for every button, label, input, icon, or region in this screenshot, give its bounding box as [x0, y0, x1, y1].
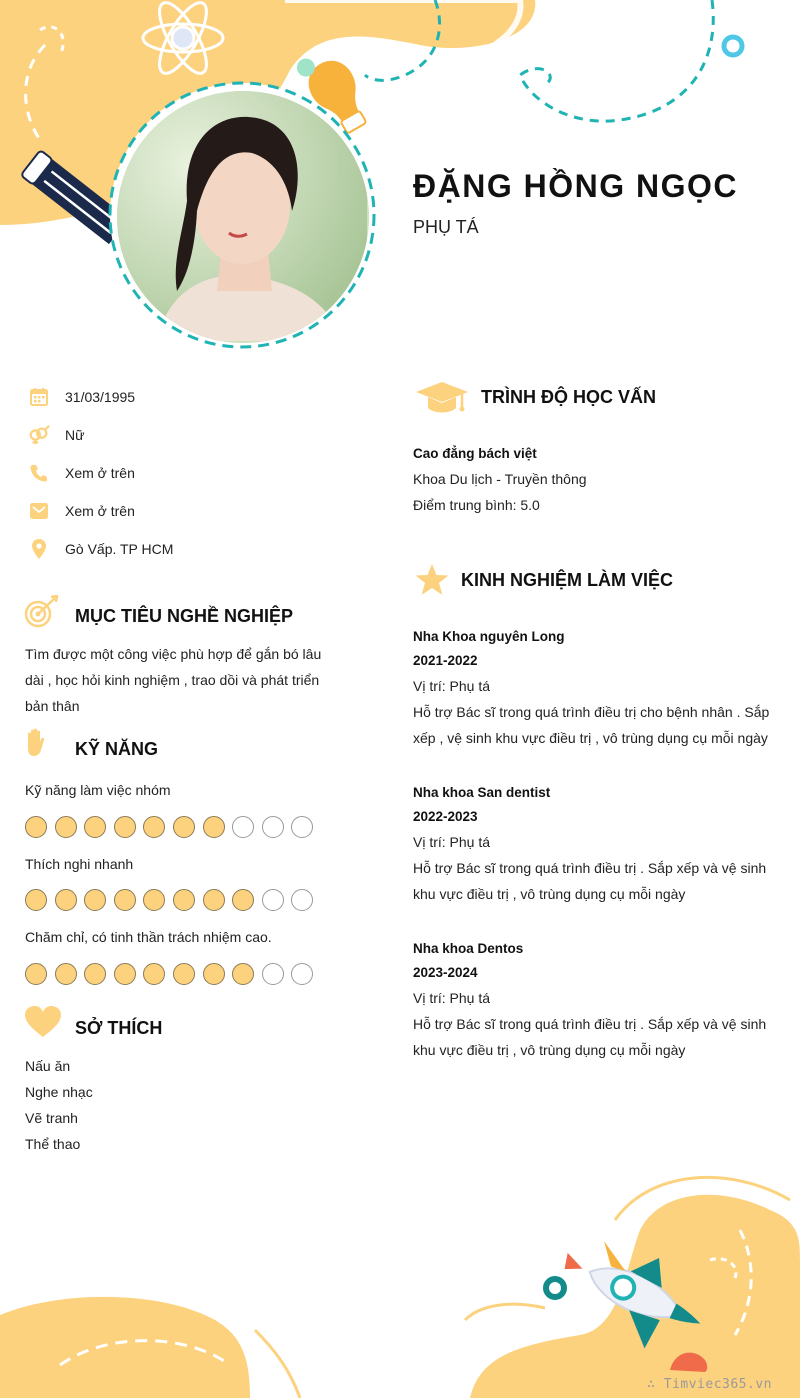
- star-icon: [414, 563, 450, 597]
- bottom-decoration: [0, 1160, 800, 1398]
- rating-dot-filled: [84, 889, 106, 911]
- rating-dot-filled: [84, 816, 106, 838]
- rating-dot-filled: [114, 816, 136, 838]
- objective-line: dài , học hỏi kinh nghiệm , trao dồi và phát triển: [25, 672, 320, 688]
- rating-dot-empty: [262, 816, 284, 838]
- email-icon: [28, 500, 50, 522]
- gender-icon: [28, 424, 50, 446]
- rating-dot-filled: [55, 963, 77, 985]
- rating-dot-filled: [143, 963, 165, 985]
- job-position: Vị trí: Phụ tá: [413, 678, 491, 694]
- phone-icon: [28, 462, 50, 484]
- phone-value: Xem ở trên: [65, 465, 135, 481]
- rating-dot-empty: [262, 889, 284, 911]
- rating-dot-filled: [173, 889, 195, 911]
- rating-dot-empty: [291, 963, 313, 985]
- education-faculty: Khoa Du lịch - Truyền thông: [413, 471, 587, 487]
- skill-label: Kỹ năng làm việc nhóm: [25, 782, 171, 798]
- rating-dot-empty: [262, 963, 284, 985]
- education-title: TRÌNH ĐỘ HỌC VẤN: [481, 387, 656, 407]
- job-company: Nha khoa Dentos: [413, 941, 524, 956]
- job-desc-line: xếp , vệ sinh khu vực điều trị , vô trùng dụng cụ mỗi ngày: [413, 730, 768, 746]
- experience-title: KINH NGHIỆM LÀM VIỆC: [461, 570, 674, 590]
- rating-dot-filled: [55, 889, 77, 911]
- location-pin-icon: [28, 538, 50, 560]
- birthdate-value: 31/03/1995: [65, 389, 136, 405]
- rating-dot-filled: [114, 963, 136, 985]
- skill-label: Thích nghi nhanh: [25, 856, 134, 872]
- hobby-item: Nghe nhạc: [25, 1084, 93, 1100]
- education-school: Cao đẳng bách việt: [413, 446, 537, 461]
- rating-dot-filled: [173, 963, 195, 985]
- address-value: Gò Vấp. TP HCM: [65, 541, 174, 557]
- job-period: 2021-2022: [413, 653, 478, 668]
- rating-dot-empty: [291, 889, 313, 911]
- hand-icon: [24, 728, 48, 760]
- contact-phone: [28, 461, 358, 485]
- rating-dot-filled: [55, 816, 77, 838]
- contact-address: [28, 537, 358, 561]
- job-desc-line: Hỗ trợ Bác sĩ trong quá trình điều trị . Sắp xếp và vệ sinh: [413, 1016, 767, 1032]
- rating-dot-filled: [25, 816, 47, 838]
- education-gpa: Điểm trung bình: 5.0: [413, 497, 540, 513]
- job-desc-line: Hỗ trợ Bác sĩ trong quá trình điều trị . Sắp xếp và vệ sinh: [413, 860, 767, 876]
- job-period: 2022-2023: [413, 809, 478, 824]
- skill-rating: [25, 816, 321, 838]
- rating-dot-filled: [25, 889, 47, 911]
- candidate-role: PHỤ TÁ: [413, 217, 479, 237]
- rating-dot-filled: [232, 963, 254, 985]
- job-desc-line: Hỗ trợ Bác sĩ trong quá trình điều trị cho bệnh nhân . Sắp: [413, 704, 770, 720]
- watermark: ∴ Timviec365.vn: [647, 1377, 772, 1392]
- job-desc-line: khu vực điều trị , vô trùng dụng cụ mỗi ngày: [413, 886, 686, 902]
- rating-dot-filled: [203, 816, 225, 838]
- gender-value: Nữ: [65, 427, 85, 443]
- heart-icon: [24, 1006, 62, 1038]
- skill-label: Chăm chỉ, có tinh thần trách nhiệm cao.: [25, 929, 272, 945]
- rating-dot-filled: [143, 889, 165, 911]
- skills-title: KỸ NĂNG: [75, 739, 159, 759]
- hobbies-title: SỞ THÍCH: [75, 1018, 163, 1038]
- hobby-item: Nấu ăn: [25, 1058, 71, 1074]
- objective-title: MỤC TIÊU NGHỀ NGHIỆP: [75, 606, 294, 626]
- contact-birthdate: [28, 385, 358, 409]
- graduation-cap-icon: [414, 380, 470, 416]
- job-desc-line: khu vực điều trị , vô trùng dụng cụ mỗi ngày: [413, 1042, 686, 1058]
- job-company: Nha Khoa nguyên Long: [413, 629, 565, 644]
- rating-dot-filled: [143, 816, 165, 838]
- job-period: 2023-2024: [413, 965, 478, 980]
- rating-dot-filled: [25, 963, 47, 985]
- objective-line: bản thân: [25, 698, 80, 714]
- target-icon: [24, 595, 60, 629]
- job-company: Nha khoa San dentist: [413, 785, 551, 800]
- hobby-item: Thể thao: [25, 1136, 81, 1152]
- rating-dot-filled: [232, 889, 254, 911]
- rating-dot-empty: [291, 816, 313, 838]
- hobby-item: Vẽ tranh: [25, 1110, 78, 1126]
- rating-dot-filled: [203, 889, 225, 911]
- rating-dot-filled: [173, 816, 195, 838]
- skill-rating: [25, 889, 321, 911]
- candidate-name: ĐẶNG HỒNG NGỌC: [413, 168, 738, 204]
- profile-photo: [117, 91, 369, 343]
- rating-dot-filled: [84, 963, 106, 985]
- contact-gender: [28, 423, 358, 447]
- job-position: Vị trí: Phụ tá: [413, 834, 491, 850]
- calendar-icon: [28, 386, 50, 408]
- rating-dot-empty: [232, 816, 254, 838]
- objective-line: Tìm được một công việc phù hợp để gắn bó lâu: [25, 646, 322, 662]
- rating-dot-filled: [203, 963, 225, 985]
- email-value: Xem ở trên: [65, 503, 135, 519]
- skill-rating: [25, 963, 321, 985]
- contact-email: [28, 499, 358, 523]
- rating-dot-filled: [114, 889, 136, 911]
- job-position: Vị trí: Phụ tá: [413, 990, 491, 1006]
